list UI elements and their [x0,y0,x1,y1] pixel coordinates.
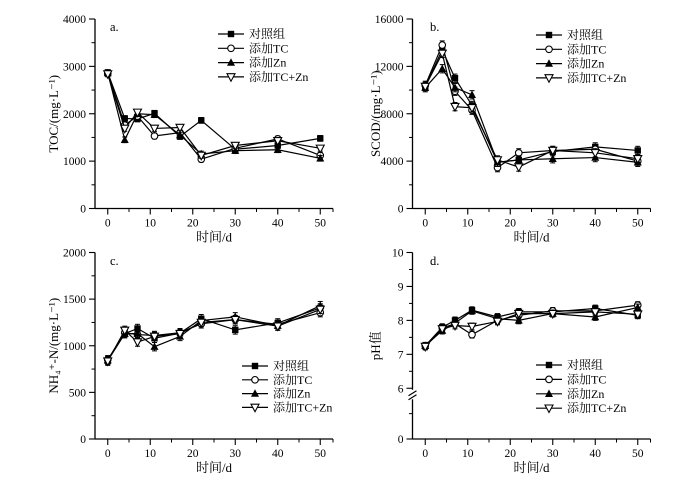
svg-text:添加Zn: 添加Zn [273,386,311,401]
svg-text:c.: c. [110,254,119,268]
svg-text:10: 10 [462,217,474,230]
svg-text:8000: 8000 [380,108,404,121]
triangle-down-marker [515,164,523,172]
svg-text:10: 10 [392,247,404,260]
legend-item [242,358,309,373]
svg-text:12000: 12000 [374,61,404,74]
svg-text:添加TC+Zn: 添加TC+Zn [567,401,627,416]
svg-text:20: 20 [187,217,199,230]
svg-text:1000: 1000 [63,340,86,353]
legend-item [218,40,288,55]
svg-text:添加Zn: 添加Zn [249,55,287,70]
svg-text:50: 50 [632,217,644,230]
svg-text:3000: 3000 [63,61,86,74]
square-marker [317,135,323,141]
svg-text:30: 30 [229,217,241,230]
svg-text:8: 8 [397,315,404,328]
svg-text:7: 7 [397,349,404,362]
svg-text:50: 50 [314,448,326,460]
legend-item [536,357,603,372]
svg-text:添加Zn: 添加Zn [567,56,605,71]
svg-text:时间/d: 时间/d [513,460,550,475]
svg-text:时间/d: 时间/d [195,229,233,245]
panel-d-chart [368,248,651,476]
legend-item [536,386,604,401]
svg-text:a.: a. [110,20,119,34]
svg-text:0: 0 [104,217,111,230]
legend-item [218,55,286,70]
svg-text:0: 0 [80,203,86,216]
triangle-down-marker [134,339,142,347]
legend-item [242,372,312,387]
legend-item [218,26,285,41]
triangle-up-marker [121,136,129,144]
circle-marker [252,377,259,384]
svg-text:b.: b. [430,20,440,34]
series-triangle-filled [104,301,325,364]
svg-text:50: 50 [314,217,326,230]
circle-marker [228,45,235,52]
legend [536,357,626,415]
circle-marker [515,150,522,157]
svg-text:添加TC+Zn: 添加TC+Zn [273,400,333,415]
svg-text:10: 10 [144,217,156,230]
svg-text:2000: 2000 [63,108,86,121]
svg-text:pH值: pH值 [368,331,383,361]
legend-item [242,386,310,401]
svg-text:4000: 4000 [380,156,404,169]
svg-text:2000: 2000 [63,247,86,260]
square-marker [546,362,552,368]
svg-text:添加TC: 添加TC [273,372,313,387]
svg-text:添加TC: 添加TC [567,372,607,387]
svg-text:0: 0 [397,203,404,216]
legend [242,358,332,414]
panel-a-chart [46,14,333,245]
svg-text:10: 10 [144,448,156,460]
svg-text:时间/d: 时间/d [195,460,233,475]
square-marker [198,117,204,123]
svg-text:6: 6 [397,383,404,396]
svg-text:0: 0 [397,434,404,446]
legend [218,26,308,84]
svg-text:对照组: 对照组 [567,358,604,372]
square-marker [635,147,641,153]
svg-text:40: 40 [589,217,601,230]
svg-text:0: 0 [422,217,429,230]
circle-marker [546,46,553,53]
legend-item [218,69,308,84]
svg-text:时间/d: 时间/d [513,229,550,245]
legend [536,27,626,85]
square-marker [252,363,258,369]
svg-text:1000: 1000 [63,156,86,169]
svg-text:30: 30 [547,217,559,230]
svg-text:添加TC+Zn: 添加TC+Zn [249,69,309,84]
svg-text:30: 30 [229,448,241,460]
square-marker [546,32,552,38]
svg-text:500: 500 [68,387,86,400]
svg-text:添加TC: 添加TC [567,42,607,57]
svg-text:对照组: 对照组 [567,28,604,42]
legend-item [536,56,604,71]
svg-text:SCOD/(mg·L⁻¹): SCOD/(mg·L⁻¹) [368,70,383,158]
svg-text:40: 40 [272,448,284,460]
svg-text:NH₄⁺-N/(mg·L⁻¹): NH₄⁺-N/(mg·L⁻¹) [46,297,61,394]
svg-text:添加TC+Zn: 添加TC+Zn [567,70,627,85]
series-triangle-down-open [421,309,642,351]
svg-text:9: 9 [397,281,404,294]
svg-text:10: 10 [462,448,474,460]
square-marker [232,327,238,333]
svg-text:1500: 1500 [63,294,86,307]
svg-text:0: 0 [422,448,429,460]
svg-text:0: 0 [80,434,86,446]
triangle-down-marker [468,323,476,331]
circle-marker [439,42,446,49]
svg-text:20: 20 [504,448,516,460]
svg-text:对照组: 对照组 [249,27,286,41]
legend-item [536,70,626,85]
triangle-down-marker [316,145,324,153]
svg-text:20: 20 [187,448,199,460]
svg-text:添加TC: 添加TC [249,41,289,56]
circle-marker [469,331,476,338]
svg-text:40: 40 [589,448,601,460]
svg-text:40: 40 [272,217,284,230]
triangle-down-marker [151,125,159,133]
svg-text:添加Zn: 添加Zn [567,386,605,401]
legend-item [536,27,603,42]
legend-item [536,400,626,415]
svg-text:16000: 16000 [374,14,404,26]
svg-text:d.: d. [430,254,440,268]
svg-text:20: 20 [504,217,516,230]
svg-text:50: 50 [632,448,644,460]
panel-b-chart [368,14,651,245]
svg-text:0: 0 [104,448,111,460]
legend-item [536,41,606,56]
square-marker [452,75,458,81]
svg-text:4000: 4000 [63,14,86,26]
svg-text:TOC/(mg·L⁻¹): TOC/(mg·L⁻¹) [46,74,61,153]
legend-item [536,371,606,386]
square-marker [228,31,234,37]
svg-text:30: 30 [547,448,559,460]
series-triangle-down-open [104,71,325,160]
legend-item [242,399,332,414]
panel-c-chart [46,248,333,476]
svg-text:对照组: 对照组 [273,359,310,373]
circle-marker [546,376,553,383]
